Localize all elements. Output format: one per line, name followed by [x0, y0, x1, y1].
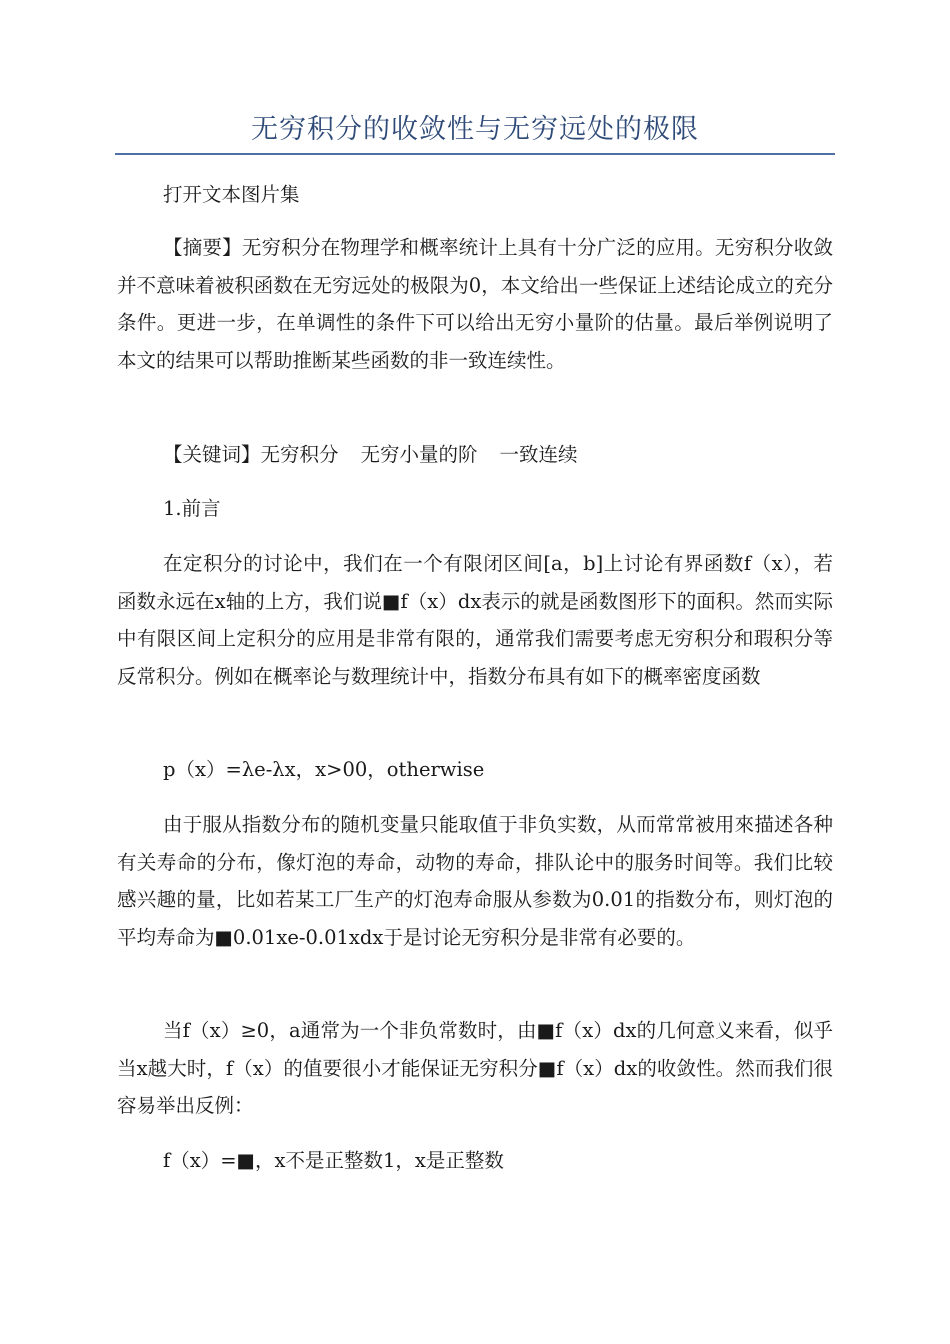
intro-paragraph: 在定积分的讨论中，我们在一个有限闭区间[a，b]上讨论有界函数f（x），若函数永远在x轴的上方，我们说■f（x）dx表示的就是函数图形下的面积。然而实际中有限区间上定积分的应用是非常有限的，通常我们需要考虑无穷积分和瑕积分等反常积分。例如在概率论与数理统计中，指数分布具有如下的概率密度函数	[117, 552, 833, 688]
exponential-distribution-paragraph: 由于服从指数分布的随机变量只能取值于非负实数，从而常常被用來描述各种有关寿命的分布，像灯泡的寿命，动物的寿命，排队论中的服务时间等。我们比较感兴趣的量，比如若某工厂生产的灯泡寿命服从参数为0.01的指数分布，则灯泡的平均寿命为■0.01xe-0.01xdx于是讨论无穷积分是非常有必要的。	[117, 813, 833, 949]
counterexample-paragraph: 当f（x）≥0，a通常为一个非负常数时，由■f（x）dx的几何意义来看，似乎当x越大时，f（x）的值要很小才能保证无穷积分■f（x）dx的收敛性。然而我们很容易举出反例：	[117, 1019, 833, 1117]
keyword-item: 一致连续	[499, 443, 578, 466]
keywords-line	[117, 436, 833, 474]
counterexample-formula: f（x）=■，x不是正整数1，x是正整数	[163, 1149, 504, 1172]
density-formula: p（x）=λe-λx，x>00，otherwise	[163, 758, 485, 781]
abstract-paragraph: 【摘要】无穷积分在物理学和概率统计上具有十分广泛的应用。无穷积分收敛并不意味着被积函数在无穷远处的极限为0，本文给出一些保证上述结论成立的充分条件。更进一步，在单调性的条件下可以给出无穷小量阶的估量。最后举例说明了本文的结果可以帮助推断某些函数的非一致连续性。	[117, 236, 833, 372]
keyword-item: 无穷小量的阶	[360, 443, 478, 466]
document-title: 无穷积分的收敛性与无穷远处的极限	[251, 114, 699, 145]
section-heading-introduction: 1.前言	[163, 497, 221, 520]
keywords-label: 【关键词】	[163, 443, 261, 466]
keyword-item: 无穷积分	[260, 443, 339, 466]
title-underline	[115, 153, 835, 155]
open-image-gallery-link[interactable]: 打开文本图片集	[163, 183, 300, 206]
